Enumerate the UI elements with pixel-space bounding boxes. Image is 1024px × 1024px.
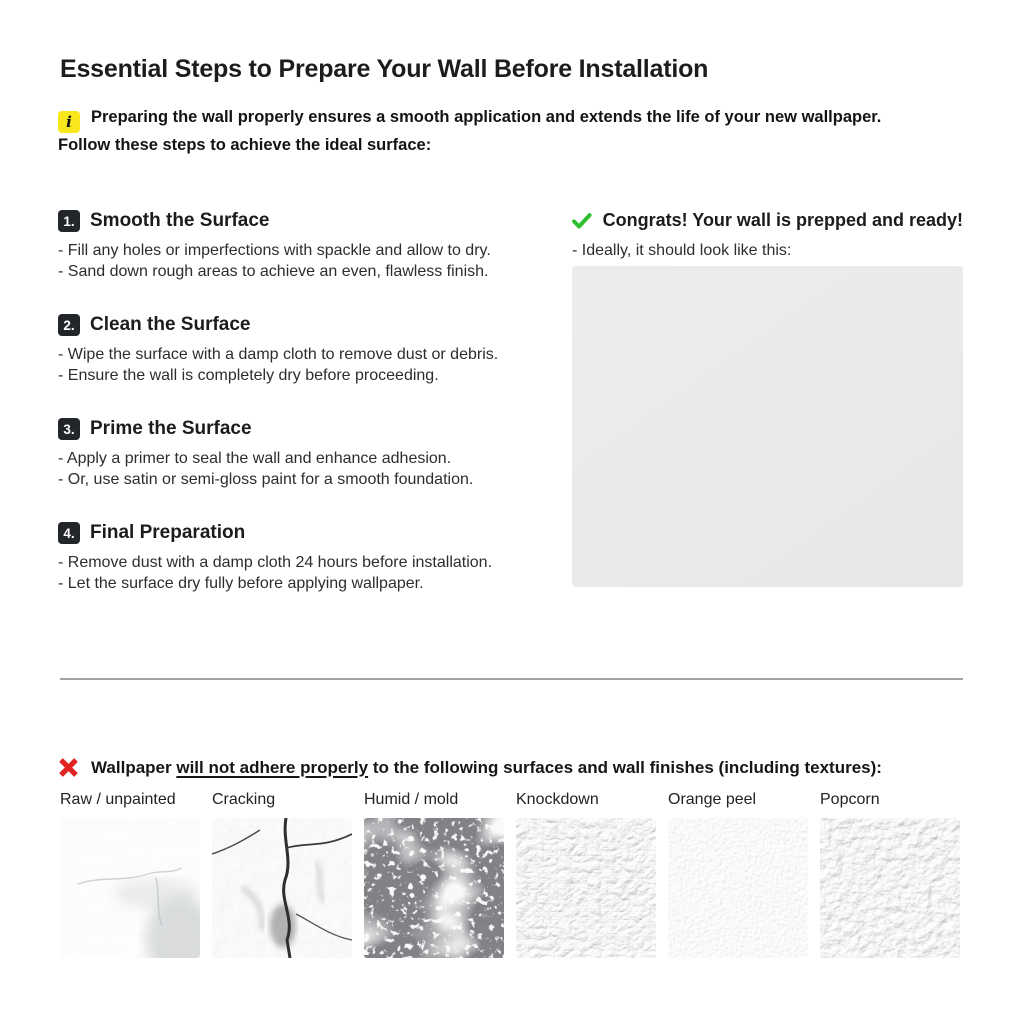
texture-item-popcorn: [820, 791, 960, 958]
step-number-badge: 4.: [58, 522, 80, 544]
texture-image-cracking: [212, 818, 352, 958]
page-title: Essential Steps to Prepare Your Wall Before Installation: [60, 55, 709, 83]
section-divider: [60, 678, 963, 680]
warning-text: Wallpaper will not adhere properly to the following surfaces and wall finishes (including textures):: [91, 757, 882, 777]
step-number-badge: 3.: [58, 418, 80, 440]
texture-item-knockdown: [516, 791, 656, 958]
step-item-1: [58, 210, 538, 282]
texture-item-orange-peel: [668, 791, 808, 958]
texture-label: Cracking: [212, 791, 276, 808]
texture-label: Humid / mold: [364, 791, 459, 808]
step-bullet: - Remove dust with a damp cloth 24 hours before installation.: [58, 554, 493, 571]
step-item-3: [58, 418, 538, 490]
warning-emphasis: will not adhere properly: [176, 757, 369, 777]
step-bullet: - Sand down rough areas to achieve an even, flawless finish.: [58, 263, 489, 280]
step-bullet: - Wipe the surface with a damp cloth to remove dust or debris.: [58, 346, 499, 363]
result-subtitle: - Ideally, it should look like this:: [572, 242, 792, 259]
texture-label: Orange peel: [668, 791, 757, 808]
step-number-badge: 1.: [58, 210, 80, 232]
step-title: Smooth the Surface: [90, 210, 270, 231]
step-bullet: - Apply a primer to seal the wall and enhance adhesion.: [58, 450, 452, 467]
texture-grid: [60, 791, 960, 958]
info-icon: i: [58, 111, 80, 133]
texture-item-raw-unpainted: [60, 791, 200, 958]
result-panel: [572, 210, 963, 587]
texture-label: Raw / unpainted: [60, 791, 176, 808]
checkmark-icon: [572, 211, 592, 231]
step-item-2: [58, 314, 538, 386]
step-bullet: - Ensure the wall is completely dry before proceeding.: [58, 367, 439, 384]
intro-text-line1: Preparing the wall properly ensures a smooth application and extends the life of your new wallpaper.: [91, 108, 882, 126]
x-mark-icon: [58, 757, 79, 778]
step-title: Prime the Surface: [90, 418, 252, 439]
texture-image-humid-mold: [364, 818, 504, 958]
warning-heading: [58, 757, 882, 778]
texture-image-raw-unpainted: [60, 818, 200, 958]
texture-image-orange-peel: [668, 818, 808, 958]
step-number-badge: 2.: [58, 314, 80, 336]
texture-image-knockdown: [516, 818, 656, 958]
step-title: Final Preparation: [90, 522, 246, 543]
prepped-wall-image: [572, 266, 963, 587]
steps-list: [58, 210, 538, 626]
texture-item-humid-mold: [364, 791, 504, 958]
texture-label: Knockdown: [516, 791, 599, 808]
step-item-4: [58, 522, 538, 594]
step-bullet: - Or, use satin or semi-gloss paint for a smooth foundation.: [58, 471, 474, 488]
result-title: Congrats! Your wall is prepped and ready!: [602, 210, 963, 230]
step-bullet: - Fill any holes or imperfections with spackle and allow to dry.: [58, 242, 491, 259]
texture-label: Popcorn: [820, 791, 880, 808]
intro-text-line2: Follow these steps to achieve the ideal surface:: [58, 136, 432, 154]
intro-note: [58, 105, 881, 157]
step-title: Clean the Surface: [90, 314, 251, 335]
step-bullet: - Let the surface dry fully before applying wallpaper.: [58, 575, 424, 592]
texture-image-popcorn: [820, 818, 960, 958]
texture-item-cracking: [212, 791, 352, 958]
